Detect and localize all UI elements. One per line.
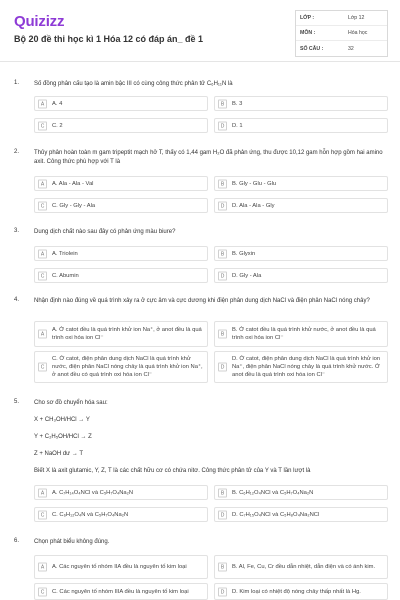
option-letter: A <box>38 99 47 108</box>
option-b[interactable] <box>214 246 388 261</box>
option-c[interactable] <box>34 507 208 522</box>
option-c[interactable] <box>34 351 208 383</box>
option-letter: A <box>38 563 47 572</box>
option-text: D. Gly - Ala <box>232 272 262 279</box>
option-a[interactable] <box>34 176 208 191</box>
question-number: 2. <box>14 149 20 155</box>
option-c[interactable] <box>34 583 208 600</box>
option-text: D. Kim loại có nhiệt độ nóng chảy thấp nhất là Hg. <box>232 588 361 595</box>
meta-value: 32 <box>348 45 354 52</box>
option-c[interactable] <box>34 198 208 213</box>
option-text: D. C₇H₁₅O₄NCl và C₅H₈O₄Na₂NCl <box>232 511 320 518</box>
option-letter: C <box>38 271 47 280</box>
meta-value: Lớp 12 <box>348 15 365 21</box>
meta-key: SỐ CÂU : <box>300 45 324 52</box>
option-letter: C <box>38 201 47 210</box>
option-d[interactable] <box>214 507 388 522</box>
option-letter: D <box>218 121 227 130</box>
option-b[interactable] <box>214 96 388 111</box>
option-text: D. Ở catot, điện phân dung dịch NaCl là quá trình khử ion Na⁺, điện phân NaCl nóng chảy là quá trình khử nước. Ở anot đều là quá trình oxi hóa ion Cl⁻ <box>232 356 381 378</box>
option-letter: D <box>218 363 227 372</box>
option-text: B. 3 <box>232 100 243 107</box>
option-text: B. Al, Fe, Cu, Cr đều dẫn nhiệt, dẫn điện và có ánh kim. <box>232 564 376 570</box>
option-a[interactable] <box>34 96 208 111</box>
option-text: A. Ala - Ala - Val <box>52 180 94 187</box>
option-letter: B <box>218 488 227 497</box>
option-letter: D <box>218 510 227 519</box>
option-letter: C <box>38 510 47 519</box>
option-text: C. C₆H₁₂O₄N và C₅H₇O₄Na₂N <box>52 511 129 518</box>
meta-key: LỚP : <box>300 15 315 21</box>
option-text: B. Glyxin <box>232 250 256 257</box>
option-text: D. Ala - Ala - Gly <box>232 202 275 209</box>
question-number: 3. <box>14 228 20 234</box>
option-a[interactable] <box>34 555 208 579</box>
option-text: C. Ở catot, điện phân dung dịch NaCl là quá trình khử nước, điện phân NaCl nóng chảy là quá trình khử ion Na⁺, ở anot đều có quá trình oxi hóa ion Cl⁻ <box>52 356 203 378</box>
question-number: 5. <box>14 399 20 405</box>
meta-table <box>295 10 388 57</box>
option-letter: B <box>218 249 227 258</box>
option-c[interactable] <box>34 118 208 133</box>
question-text: Cho sơ đồ chuyển hóa sau: <box>34 400 108 406</box>
question-prompt: Biết X là axit glutamic, Y, Z, T là các chất hữu cơ có chứa nitơ. Công thức phân tử của Y và T lần lượt là <box>34 468 311 474</box>
meta-row-count <box>296 41 387 56</box>
option-d[interactable] <box>214 198 388 213</box>
option-text: C. Gly - Gly - Ala <box>52 202 96 209</box>
meta-key: MÔN : <box>300 30 316 36</box>
option-d[interactable] <box>214 583 388 600</box>
question-text: Thủy phân hoàn toàn m gam tripeptit mạch hở T, thấy có 1,44 gam H₂O đã phản ứng, thu được 10,12 gam hỗn hợp gồm hai amino axit. Công thức phù hợp với T là <box>34 150 383 165</box>
option-b[interactable] <box>214 176 388 191</box>
option-letter: A <box>38 249 47 258</box>
option-d[interactable] <box>214 268 388 283</box>
option-text: C. Các nguyên tố nhóm IIIA đều là nguyên tố kim loại <box>52 588 189 595</box>
option-text: C. Abumin <box>52 272 79 279</box>
option-letter: D <box>218 587 227 596</box>
option-a[interactable] <box>34 485 208 500</box>
option-letter: C <box>38 121 47 130</box>
option-text: A. Triolein <box>52 250 78 257</box>
option-a[interactable] <box>34 246 208 261</box>
question-number: 4. <box>14 297 20 303</box>
option-letter: B <box>218 563 227 572</box>
meta-row-class <box>296 11 387 26</box>
worksheet-header <box>0 0 400 62</box>
option-letter: A <box>38 488 47 497</box>
option-letter: A <box>38 179 47 188</box>
question-text: Nhận định nào đúng về quá trình xảy ra ở cực âm và cực dương khi điện phân dung dịch NaCl và điện phân NaCl nóng chảy? <box>34 298 370 304</box>
reaction-line: X + CH₃OH/HCl → Y <box>34 417 90 423</box>
option-text: A. Các nguyên tố nhóm IIA đều là nguyên tố kim loại <box>52 564 187 570</box>
reaction-line: Z + NaOH dư → T <box>34 451 84 457</box>
question-text: Số đồng phân cấu tạo là amin bậc III có cùng công thức phân tử C₆H₁₁N là <box>34 81 233 87</box>
option-text: C. 2 <box>52 122 63 129</box>
option-letter: D <box>218 201 227 210</box>
option-letter: B <box>218 179 227 188</box>
question-number: 6. <box>14 538 20 544</box>
option-letter: A <box>38 330 47 339</box>
option-text: D. 1 <box>232 122 243 129</box>
question-text: Dung dịch chất nào sau đây có phản ứng màu biure? <box>34 229 176 235</box>
option-letter: C <box>38 363 47 372</box>
meta-row-subject <box>296 26 387 41</box>
option-text: B. Gly - Glu - Glu <box>232 180 277 187</box>
option-b[interactable] <box>214 485 388 500</box>
option-letter: D <box>218 271 227 280</box>
option-text: A. Ở catot đều là quá trình khử ion Na⁺, ở anot đều là quá trình oxi hóa ion Cl⁻ <box>52 327 202 341</box>
option-text: B. C₆H₁₂O₄NCl và C₅H₇O₄Na₂N <box>232 489 314 496</box>
meta-value: Hóa học <box>348 30 368 36</box>
option-letter: B <box>218 99 227 108</box>
option-text: A. C₇H₁₄O₄NCl và C₅H₇O₄Na₂N <box>52 489 134 496</box>
option-a[interactable] <box>34 321 208 347</box>
quizizz-logo: Quizizz <box>14 13 65 30</box>
option-letter: C <box>38 587 47 596</box>
reaction-line: Y + C₂H₅OH/HCl → Z <box>34 434 92 440</box>
option-text: B. Ở catot đều là quá trình khử nước, ở anot đều là quá trình oxi hóa ion Cl⁻ <box>232 327 376 341</box>
option-text: A. 4 <box>52 100 63 107</box>
option-c[interactable] <box>34 268 208 283</box>
option-letter: B <box>218 330 227 339</box>
option-b[interactable] <box>214 321 388 347</box>
question-text: Chọn phát biểu không đúng. <box>34 539 110 545</box>
option-d[interactable] <box>214 118 388 133</box>
worksheet-title: Bộ 20 đề thi học kì 1 Hóa 12 có đáp án_ đề 1 <box>14 34 204 44</box>
option-b[interactable] <box>214 555 388 579</box>
option-d[interactable] <box>214 351 388 383</box>
question-number: 1. <box>14 80 20 86</box>
